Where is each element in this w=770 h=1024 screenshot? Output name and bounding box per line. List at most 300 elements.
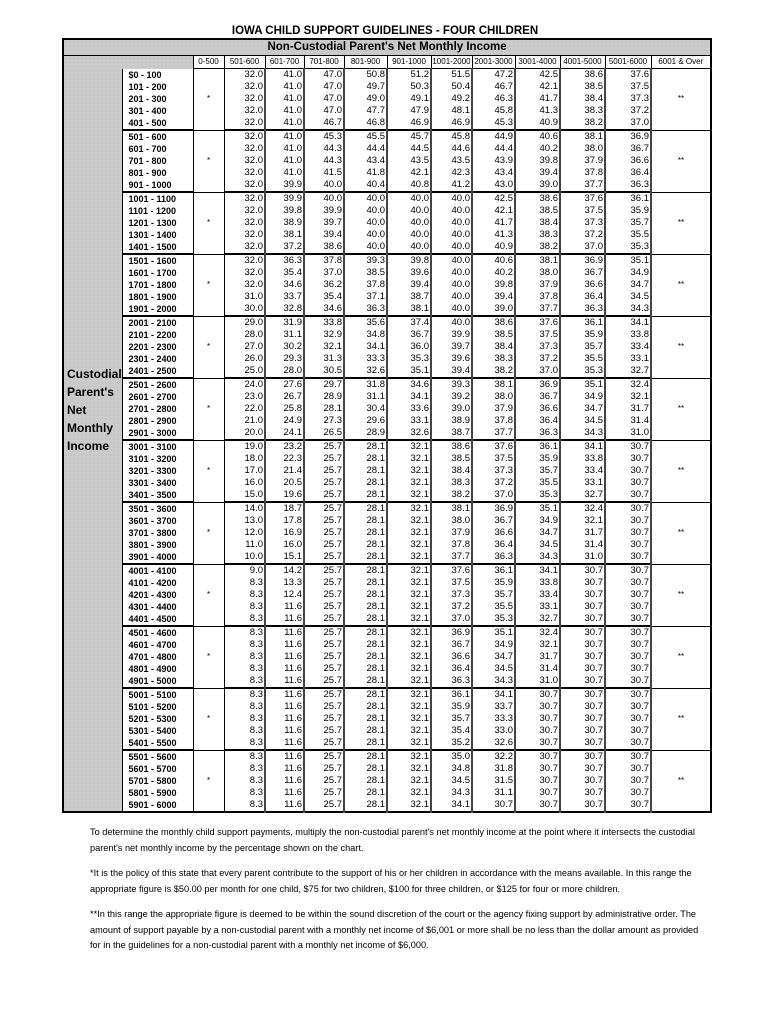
percentage-cell: 11.6 bbox=[265, 775, 304, 787]
column-header: 901-1000 bbox=[387, 56, 431, 69]
table-row bbox=[63, 391, 711, 403]
percentage-cell: 32.0 bbox=[224, 192, 265, 205]
percentage-cell: 41.8 bbox=[344, 167, 387, 179]
percentage-cell: 30.7 bbox=[605, 787, 651, 799]
row-header-line: Parent's bbox=[67, 384, 114, 399]
percentage-cell: 17.0 bbox=[224, 465, 265, 477]
percentage-cell: 37.2 bbox=[515, 353, 560, 365]
percentage-cell: 37.8 bbox=[560, 167, 605, 179]
percentage-cell: 37.0 bbox=[304, 267, 344, 279]
percentage-cell: 44.9 bbox=[472, 130, 515, 143]
percentage-cell: 25.7 bbox=[304, 477, 344, 489]
percentage-cell: 21.0 bbox=[224, 415, 265, 427]
percentage-cell: 25.7 bbox=[304, 502, 344, 515]
percentage-cell: 31.0 bbox=[605, 427, 651, 440]
percentage-cell: 45.8 bbox=[431, 130, 472, 143]
table-row bbox=[63, 415, 711, 427]
percentage-cell: 38.4 bbox=[515, 217, 560, 229]
percentage-cell: 37.5 bbox=[515, 329, 560, 341]
percentage-cell: 25.7 bbox=[304, 613, 344, 626]
percentage-cell: 32.7 bbox=[605, 365, 651, 378]
percentage-cell: 25.7 bbox=[304, 639, 344, 651]
percentage-cell: 32.1 bbox=[387, 787, 431, 799]
percentage-cell: 34.7 bbox=[605, 279, 651, 291]
percentage-cell: 11.6 bbox=[265, 613, 304, 626]
percentage-cell: 29.7 bbox=[304, 378, 344, 391]
percentage-cell: 32.1 bbox=[515, 639, 560, 651]
income-range: 1601 - 1700 bbox=[122, 267, 193, 279]
percentage-cell: 30.7 bbox=[605, 453, 651, 465]
percentage-cell: 30.7 bbox=[560, 750, 605, 763]
percentage-cell: 30.7 bbox=[515, 763, 560, 775]
percentage-cell: 39.9 bbox=[304, 205, 344, 217]
table-row bbox=[63, 179, 711, 192]
table-row bbox=[63, 626, 711, 639]
percentage-cell: 44.3 bbox=[304, 155, 344, 167]
percentage-cell: 11.6 bbox=[265, 651, 304, 663]
percentage-cell: 35.5 bbox=[472, 601, 515, 613]
percentage-cell: 30.7 bbox=[605, 651, 651, 663]
percentage-cell: 30.7 bbox=[560, 589, 605, 601]
percentage-cell: 34.3 bbox=[560, 427, 605, 440]
percentage-cell: 32.1 bbox=[387, 725, 431, 737]
percentage-cell: 47.0 bbox=[304, 93, 344, 105]
income-range: 5801 - 5900 bbox=[122, 787, 193, 799]
table-row bbox=[63, 217, 711, 229]
percentage-cell: 32.1 bbox=[387, 775, 431, 787]
column-header: 3001-4000 bbox=[515, 56, 560, 69]
table-row bbox=[63, 663, 711, 675]
percentage-cell: 47.0 bbox=[304, 81, 344, 93]
income-range: 3901 - 4000 bbox=[122, 551, 193, 564]
table-row bbox=[63, 564, 711, 577]
table-row bbox=[63, 130, 711, 143]
percentage-cell: 28.1 bbox=[344, 737, 387, 750]
high-income-marker: ** bbox=[651, 192, 711, 254]
percentage-cell: 40.0 bbox=[431, 229, 472, 241]
percentage-cell: 25.7 bbox=[304, 701, 344, 713]
percentage-cell: 30.7 bbox=[560, 577, 605, 589]
percentage-cell: 35.2 bbox=[431, 737, 472, 750]
percentage-cell: 32.1 bbox=[387, 477, 431, 489]
table-row bbox=[63, 229, 711, 241]
percentage-cell: 39.7 bbox=[304, 217, 344, 229]
percentage-cell: 36.7 bbox=[472, 515, 515, 527]
percentage-cell: 30.7 bbox=[605, 688, 651, 701]
income-range: 2201 - 2300 bbox=[122, 341, 193, 353]
percentage-cell: 37.7 bbox=[431, 551, 472, 564]
income-range: 1101 - 1200 bbox=[122, 205, 193, 217]
low-income-marker: * bbox=[193, 254, 224, 316]
percentage-cell: 50.3 bbox=[387, 81, 431, 93]
percentage-cell: 37.0 bbox=[515, 365, 560, 378]
percentage-cell: 34.1 bbox=[387, 391, 431, 403]
income-range: 1801 - 1900 bbox=[122, 291, 193, 303]
percentage-cell: 39.3 bbox=[344, 254, 387, 267]
percentage-cell: 40.0 bbox=[431, 267, 472, 279]
percentage-cell: 38.7 bbox=[431, 427, 472, 440]
percentage-cell: 30.7 bbox=[515, 799, 560, 812]
percentage-cell: 28.1 bbox=[344, 675, 387, 688]
column-header: 0-500 bbox=[193, 56, 224, 69]
percentage-cell: 44.4 bbox=[472, 143, 515, 155]
percentage-cell: 47.9 bbox=[387, 105, 431, 117]
income-range: 3601 - 3700 bbox=[122, 515, 193, 527]
table-row bbox=[63, 651, 711, 663]
percentage-cell: 37.3 bbox=[605, 93, 651, 105]
high-income-marker: ** bbox=[651, 688, 711, 750]
percentage-cell: 35.9 bbox=[515, 453, 560, 465]
table-row bbox=[63, 465, 711, 477]
percentage-cell: 41.2 bbox=[431, 179, 472, 192]
percentage-cell: 51.5 bbox=[431, 69, 472, 82]
percentage-cell: 35.1 bbox=[472, 626, 515, 639]
percentage-cell: 32.1 bbox=[387, 601, 431, 613]
percentage-cell: 30.7 bbox=[560, 613, 605, 626]
percentage-cell: 28.1 bbox=[344, 639, 387, 651]
percentage-cell: 36.6 bbox=[431, 651, 472, 663]
percentage-cell: 37.3 bbox=[515, 341, 560, 353]
percentage-cell: 39.0 bbox=[515, 179, 560, 192]
percentage-cell: 49.0 bbox=[344, 93, 387, 105]
percentage-cell: 31.8 bbox=[472, 763, 515, 775]
percentage-cell: 37.7 bbox=[472, 427, 515, 440]
page-content bbox=[62, 38, 710, 964]
percentage-cell: 32.1 bbox=[387, 551, 431, 564]
percentage-cell: 36.6 bbox=[560, 279, 605, 291]
percentage-cell: 37.2 bbox=[431, 601, 472, 613]
low-income-marker: * bbox=[193, 378, 224, 440]
income-range: 2701 - 2800 bbox=[122, 403, 193, 415]
percentage-cell: 40.6 bbox=[472, 254, 515, 267]
percentage-cell: 38.1 bbox=[560, 130, 605, 143]
percentage-cell: 23.0 bbox=[224, 391, 265, 403]
percentage-cell: 32.0 bbox=[224, 279, 265, 291]
percentage-cell: 37.8 bbox=[515, 291, 560, 303]
percentage-cell: 32.0 bbox=[224, 105, 265, 117]
percentage-cell: 40.0 bbox=[431, 217, 472, 229]
table-row bbox=[63, 267, 711, 279]
percentage-cell: 23.2 bbox=[265, 440, 304, 453]
percentage-cell: 35.3 bbox=[515, 489, 560, 502]
percentage-cell: 33.3 bbox=[344, 353, 387, 365]
column-header-row bbox=[63, 56, 711, 69]
table-row bbox=[63, 577, 711, 589]
percentage-cell: 36.1 bbox=[605, 192, 651, 205]
percentage-cell: 35.7 bbox=[560, 341, 605, 353]
percentage-cell: 45.3 bbox=[472, 117, 515, 130]
column-header: 601-700 bbox=[265, 56, 304, 69]
income-range: 5901 - 6000 bbox=[122, 799, 193, 812]
percentage-cell: 35.1 bbox=[605, 254, 651, 267]
percentage-cell: 37.1 bbox=[344, 291, 387, 303]
percentage-cell: 38.9 bbox=[265, 217, 304, 229]
percentage-cell: 36.4 bbox=[431, 663, 472, 675]
table-row bbox=[63, 143, 711, 155]
percentage-cell: 49.7 bbox=[344, 81, 387, 93]
percentage-cell: 37.9 bbox=[560, 155, 605, 167]
percentage-cell: 35.9 bbox=[431, 701, 472, 713]
percentage-cell: 42.1 bbox=[387, 167, 431, 179]
percentage-cell: 30.7 bbox=[515, 725, 560, 737]
income-range: 1001 - 1100 bbox=[122, 192, 193, 205]
percentage-cell: 31.8 bbox=[344, 378, 387, 391]
percentage-cell: 45.8 bbox=[472, 105, 515, 117]
percentage-cell: 32.0 bbox=[224, 81, 265, 93]
percentage-cell: 33.4 bbox=[605, 341, 651, 353]
percentage-cell: 34.1 bbox=[605, 316, 651, 329]
percentage-cell: 30.7 bbox=[605, 589, 651, 601]
percentage-cell: 30.7 bbox=[605, 675, 651, 688]
percentage-cell: 25.7 bbox=[304, 787, 344, 799]
percentage-cell: 30.7 bbox=[515, 737, 560, 750]
percentage-cell: 43.5 bbox=[431, 155, 472, 167]
percentage-cell: 8.3 bbox=[224, 639, 265, 651]
percentage-cell: 30.7 bbox=[560, 713, 605, 725]
percentage-cell: 39.8 bbox=[387, 254, 431, 267]
table-row bbox=[63, 477, 711, 489]
percentage-cell: 25.0 bbox=[224, 365, 265, 378]
percentage-cell: 30.7 bbox=[605, 577, 651, 589]
percentage-cell: 28.1 bbox=[344, 515, 387, 527]
percentage-cell: 33.0 bbox=[472, 725, 515, 737]
percentage-cell: 37.9 bbox=[515, 279, 560, 291]
row-header-line: Custodial bbox=[67, 366, 122, 381]
percentage-cell: 32.1 bbox=[387, 613, 431, 626]
percentage-cell: 14.0 bbox=[224, 502, 265, 515]
percentage-cell: 8.3 bbox=[224, 663, 265, 675]
percentage-cell: 34.1 bbox=[560, 440, 605, 453]
low-income-marker: * bbox=[193, 192, 224, 254]
income-range: 1401 - 1500 bbox=[122, 241, 193, 254]
percentage-cell: 33.8 bbox=[560, 453, 605, 465]
percentage-cell: 28.1 bbox=[344, 725, 387, 737]
table-row bbox=[63, 341, 711, 353]
income-range: 2001 - 2100 bbox=[122, 316, 193, 329]
percentage-cell: 34.1 bbox=[472, 688, 515, 701]
percentage-cell: 28.1 bbox=[344, 713, 387, 725]
percentage-cell: 32.1 bbox=[605, 391, 651, 403]
income-range: 501 - 600 bbox=[122, 130, 193, 143]
percentage-cell: 25.7 bbox=[304, 750, 344, 763]
percentage-cell: 34.1 bbox=[431, 799, 472, 812]
percentage-cell: 41.0 bbox=[265, 143, 304, 155]
column-header: 5001-6000 bbox=[605, 56, 651, 69]
percentage-cell: 36.3 bbox=[560, 303, 605, 316]
percentage-cell: 25.7 bbox=[304, 539, 344, 551]
percentage-cell: 40.4 bbox=[344, 179, 387, 192]
percentage-cell: 38.3 bbox=[515, 229, 560, 241]
percentage-cell: 32.1 bbox=[387, 564, 431, 577]
percentage-cell: 18.0 bbox=[224, 453, 265, 465]
table-row bbox=[63, 688, 711, 701]
percentage-cell: 30.7 bbox=[605, 626, 651, 639]
percentage-cell: 36.3 bbox=[431, 675, 472, 688]
percentage-cell: 40.0 bbox=[387, 192, 431, 205]
percentage-cell: 30.7 bbox=[605, 725, 651, 737]
percentage-cell: 34.1 bbox=[344, 341, 387, 353]
percentage-cell: 30.7 bbox=[605, 489, 651, 502]
percentage-cell: 28.1 bbox=[344, 539, 387, 551]
percentage-cell: 40.0 bbox=[344, 205, 387, 217]
percentage-cell: 38.0 bbox=[472, 391, 515, 403]
percentage-cell: 11.6 bbox=[265, 626, 304, 639]
percentage-cell: 25.7 bbox=[304, 799, 344, 812]
percentage-cell: 34.3 bbox=[431, 787, 472, 799]
percentage-cell: 43.4 bbox=[472, 167, 515, 179]
income-range: 4301 - 4400 bbox=[122, 601, 193, 613]
table-row bbox=[63, 737, 711, 750]
percentage-cell: 32.7 bbox=[560, 489, 605, 502]
percentage-cell: 25.7 bbox=[304, 527, 344, 539]
percentage-cell: 36.7 bbox=[431, 639, 472, 651]
percentage-cell: 24.1 bbox=[265, 427, 304, 440]
percentage-cell: 40.2 bbox=[515, 143, 560, 155]
percentage-cell: 41.3 bbox=[515, 105, 560, 117]
percentage-cell: 40.8 bbox=[387, 179, 431, 192]
percentage-cell: 30.7 bbox=[472, 799, 515, 812]
percentage-cell: 30.7 bbox=[605, 465, 651, 477]
percentage-cell: 28.1 bbox=[344, 651, 387, 663]
percentage-cell: 34.9 bbox=[515, 515, 560, 527]
income-range: 5101 - 5200 bbox=[122, 701, 193, 713]
percentage-cell: 32.1 bbox=[387, 675, 431, 688]
percentage-cell: 11.6 bbox=[265, 713, 304, 725]
percentage-cell: 40.0 bbox=[431, 192, 472, 205]
percentage-cell: 35.3 bbox=[605, 241, 651, 254]
percentage-cell: 47.7 bbox=[344, 105, 387, 117]
percentage-cell: 28.1 bbox=[304, 403, 344, 415]
percentage-cell: 36.6 bbox=[472, 527, 515, 539]
percentage-cell: 33.6 bbox=[387, 403, 431, 415]
income-range: 401 - 500 bbox=[122, 117, 193, 130]
percentage-cell: 30.7 bbox=[515, 713, 560, 725]
percentage-cell: 32.7 bbox=[515, 613, 560, 626]
percentage-cell: 40.0 bbox=[387, 217, 431, 229]
income-range: 2401 - 2500 bbox=[122, 365, 193, 378]
percentage-cell: 42.5 bbox=[472, 192, 515, 205]
table-row bbox=[63, 453, 711, 465]
percentage-cell: 35.5 bbox=[605, 229, 651, 241]
percentage-cell: 22.3 bbox=[265, 453, 304, 465]
table-row bbox=[63, 440, 711, 453]
percentage-cell: 31.7 bbox=[605, 403, 651, 415]
low-income-marker: * bbox=[193, 626, 224, 688]
percentage-cell: 32.1 bbox=[387, 453, 431, 465]
percentage-cell: 41.5 bbox=[304, 167, 344, 179]
percentage-cell: 20.5 bbox=[265, 477, 304, 489]
percentage-cell: 32.0 bbox=[224, 267, 265, 279]
percentage-cell: 39.0 bbox=[431, 403, 472, 415]
low-income-marker: * bbox=[193, 130, 224, 192]
percentage-cell: 34.8 bbox=[431, 763, 472, 775]
page-title: IOWA CHILD SUPPORT GUIDELINES - FOUR CHILDREN bbox=[231, 25, 539, 37]
low-income-marker: * bbox=[193, 750, 224, 812]
percentage-cell: 42.3 bbox=[431, 167, 472, 179]
percentage-cell: 40.0 bbox=[387, 205, 431, 217]
percentage-cell: 38.2 bbox=[431, 489, 472, 502]
table-row bbox=[63, 427, 711, 440]
percentage-cell: 39.9 bbox=[431, 329, 472, 341]
percentage-cell: 36.7 bbox=[605, 143, 651, 155]
percentage-cell: 38.1 bbox=[431, 502, 472, 515]
percentage-cell: 34.9 bbox=[560, 391, 605, 403]
percentage-cell: 45.5 bbox=[344, 130, 387, 143]
percentage-cell: 30.7 bbox=[560, 737, 605, 750]
percentage-cell: 31.0 bbox=[224, 291, 265, 303]
percentage-cell: 35.9 bbox=[472, 577, 515, 589]
table-row bbox=[63, 701, 711, 713]
percentage-cell: 28.1 bbox=[344, 489, 387, 502]
percentage-cell: 35.3 bbox=[387, 353, 431, 365]
percentage-cell: 37.6 bbox=[431, 564, 472, 577]
percentage-cell: 25.7 bbox=[304, 577, 344, 589]
income-range: 4401 - 4500 bbox=[122, 613, 193, 626]
percentage-cell: 35.5 bbox=[515, 477, 560, 489]
income-range: 4201 - 4300 bbox=[122, 589, 193, 601]
percentage-cell: 34.6 bbox=[304, 303, 344, 316]
percentage-cell: 32.1 bbox=[387, 639, 431, 651]
percentage-cell: 39.8 bbox=[515, 155, 560, 167]
percentage-cell: 31.7 bbox=[515, 651, 560, 663]
percentage-cell: 40.0 bbox=[431, 254, 472, 267]
percentage-cell: 39.9 bbox=[265, 179, 304, 192]
percentage-cell: 46.8 bbox=[344, 117, 387, 130]
percentage-cell: 28.1 bbox=[344, 577, 387, 589]
percentage-cell: 30.7 bbox=[605, 775, 651, 787]
percentage-cell: 46.9 bbox=[387, 117, 431, 130]
percentage-cell: 39.4 bbox=[515, 167, 560, 179]
percentage-cell: 28.9 bbox=[344, 427, 387, 440]
percentage-cell: 13.3 bbox=[265, 577, 304, 589]
percentage-cell: 51.2 bbox=[387, 69, 431, 82]
percentage-cell: 25.7 bbox=[304, 626, 344, 639]
percentage-cell: 38.3 bbox=[431, 477, 472, 489]
percentage-cell: 38.1 bbox=[265, 229, 304, 241]
percentage-cell: 28.1 bbox=[344, 477, 387, 489]
percentage-cell: 11.0 bbox=[224, 539, 265, 551]
percentage-cell: 37.8 bbox=[304, 254, 344, 267]
percentage-cell: 32.1 bbox=[387, 489, 431, 502]
percentage-cell: 36.9 bbox=[431, 626, 472, 639]
percentage-cell: 37.5 bbox=[472, 453, 515, 465]
percentage-cell: 37.6 bbox=[472, 440, 515, 453]
percentage-cell: 38.5 bbox=[472, 329, 515, 341]
percentage-cell: 32.0 bbox=[224, 130, 265, 143]
income-range: $0 - 100 bbox=[122, 69, 193, 82]
percentage-cell: 8.3 bbox=[224, 763, 265, 775]
table-row bbox=[63, 241, 711, 254]
percentage-cell: 32.1 bbox=[387, 589, 431, 601]
percentage-cell: 30.4 bbox=[344, 403, 387, 415]
percentage-cell: 46.7 bbox=[472, 81, 515, 93]
table-row bbox=[63, 515, 711, 527]
percentage-cell: 35.1 bbox=[387, 365, 431, 378]
percentage-cell: 25.7 bbox=[304, 440, 344, 453]
percentage-cell: 37.8 bbox=[431, 539, 472, 551]
percentage-cell: 28.1 bbox=[344, 763, 387, 775]
income-range: 301 - 400 bbox=[122, 105, 193, 117]
percentage-cell: 41.0 bbox=[265, 105, 304, 117]
high-income-marker: ** bbox=[651, 69, 711, 131]
income-range: 1201 - 1300 bbox=[122, 217, 193, 229]
percentage-cell: 49.1 bbox=[387, 93, 431, 105]
income-range: 1301 - 1400 bbox=[122, 229, 193, 241]
percentage-cell: 35.0 bbox=[431, 750, 472, 763]
percentage-cell: 35.7 bbox=[605, 217, 651, 229]
table-row bbox=[63, 378, 711, 391]
income-range: 2501 - 2600 bbox=[122, 378, 193, 391]
